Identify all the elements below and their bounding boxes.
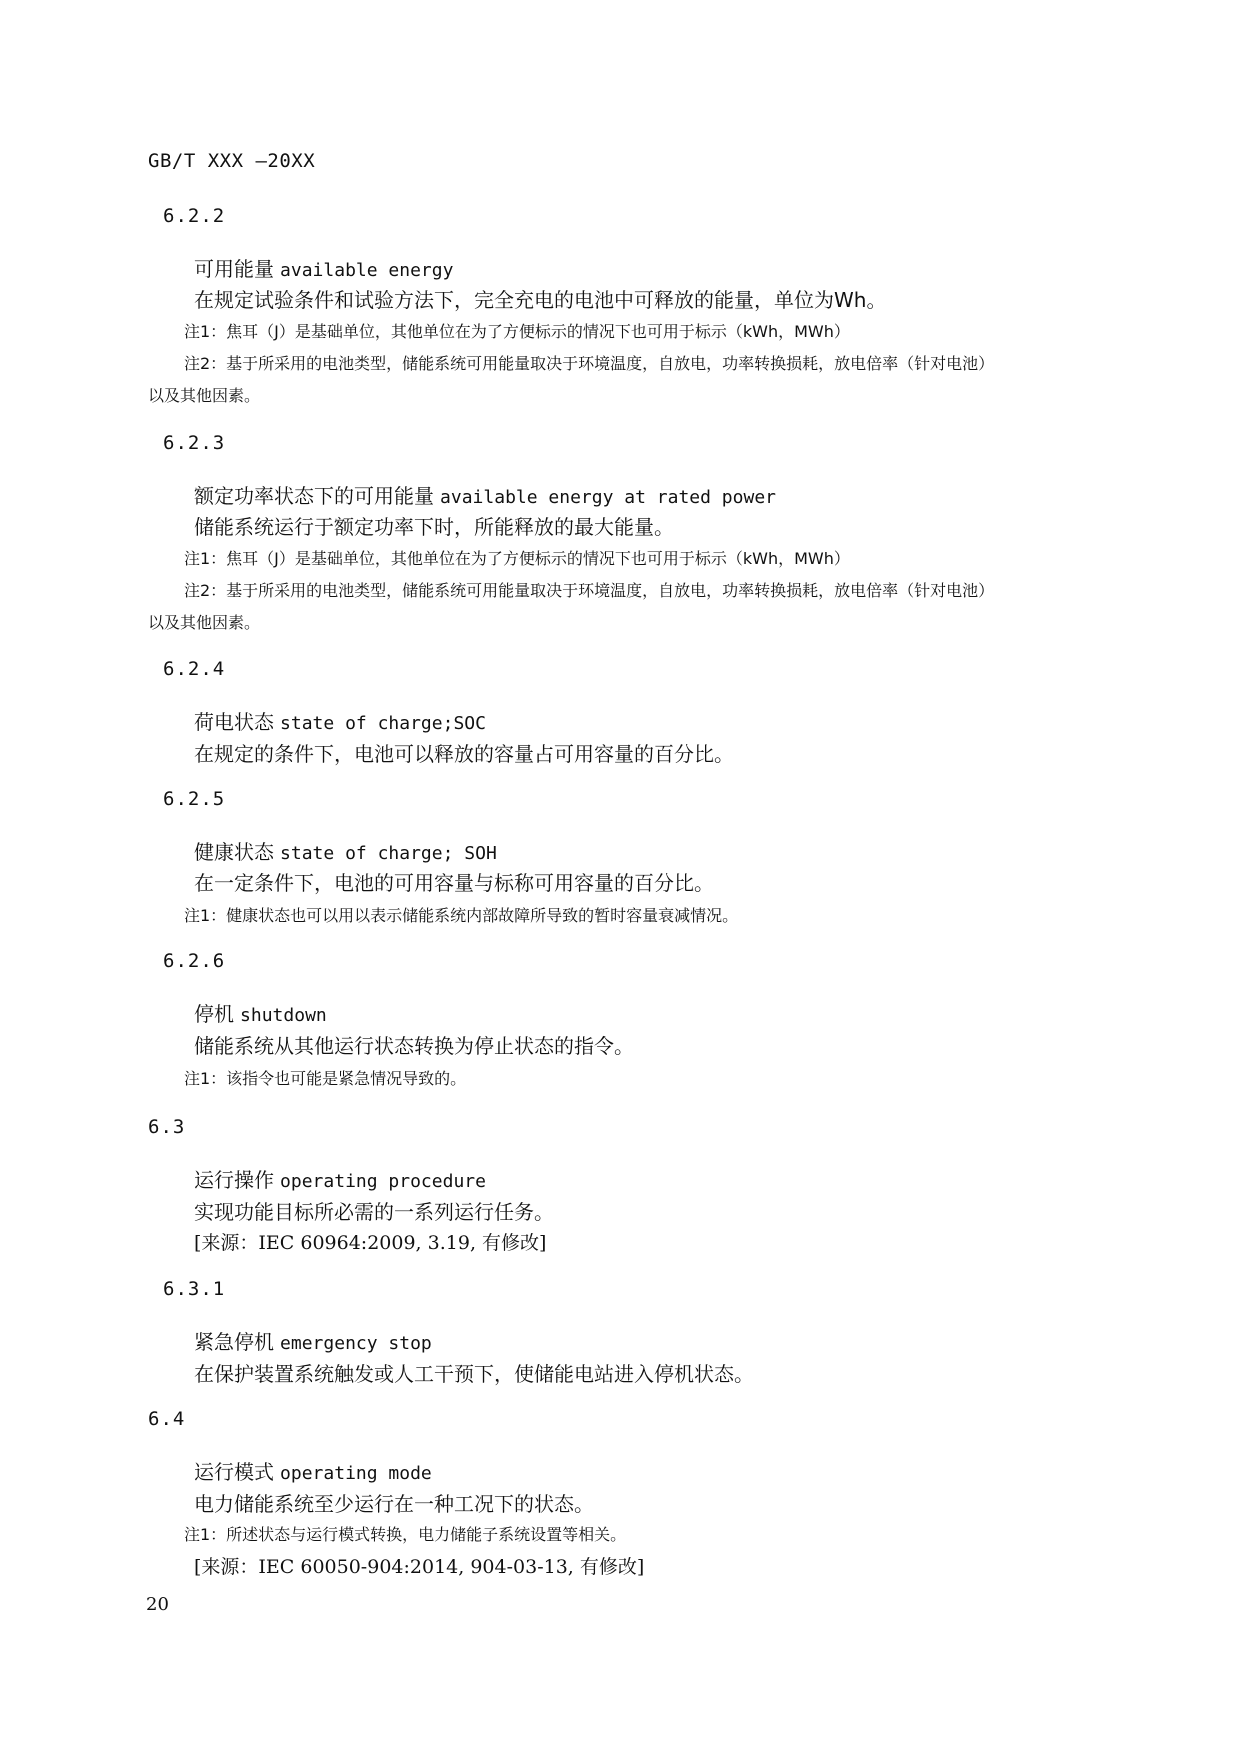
document-header: GB/T XXX —20XX [148, 150, 316, 172]
term-heading [194, 1326, 432, 1355]
term-en: emergency stop [280, 1333, 432, 1354]
term-note: 注2：基于所采用的电池类型，储能系统可用能量取决于环境温度，自放电，功率转换损耗，放电倍率（针对电池） [184, 354, 995, 373]
section-number: 6.3 [148, 1116, 186, 1138]
term-heading [194, 480, 776, 509]
term-zh: 紧急停机 [194, 1330, 274, 1354]
term-heading [194, 1164, 486, 1193]
term-definition: 在一定条件下，电池的可用容量与标称可用容量的百分比。 [194, 871, 714, 895]
term-note: 注1：焦耳（J）是基础单位，其他单位在为了方便标示的情况下也可用于标示（kWh，MWh） [184, 322, 850, 341]
term-definition: 在规定的条件下，电池可以释放的容量占可用容量的百分比。 [194, 742, 734, 766]
term-source: [来源：IEC 60964:2009, 3.19, 有修改] [194, 1232, 547, 1254]
term-note: 注2：基于所采用的电池类型，储能系统可用能量取决于环境温度，自放电，功率转换损耗，放电倍率（针对电池） [184, 581, 995, 600]
term-definition: 电力储能系统至少运行在一种工况下的状态。 [194, 1492, 594, 1516]
term-definition: 储能系统从其他运行状态转换为停止状态的指令。 [194, 1034, 634, 1058]
section-number: 6.2.6 [163, 950, 226, 972]
section-number: 6.2.4 [163, 658, 226, 680]
term-note-continued: 以及其他因素。 [148, 386, 261, 405]
term-definition: 储能系统运行于额定功率下时，所能释放的最大能量。 [194, 515, 674, 539]
section-number: 6.2.5 [163, 788, 226, 810]
term-zh: 额定功率状态下的可用能量 [194, 484, 434, 508]
term-note: 注1：所述状态与运行模式转换，电力储能子系统设置等相关。 [184, 1525, 627, 1544]
section-number: 6.3.1 [163, 1278, 226, 1300]
term-zh: 运行操作 [194, 1168, 274, 1192]
section-number: 6.4 [148, 1408, 186, 1430]
term-en: operating procedure [280, 1171, 486, 1192]
term-en: shutdown [240, 1005, 327, 1026]
term-heading [194, 253, 453, 282]
term-source: [来源：IEC 60050-904:2014, 904-03-13, 有修改] [194, 1556, 645, 1578]
term-note: 注1：该指令也可能是紧急情况导致的。 [184, 1069, 467, 1088]
section-number: 6.2.3 [163, 432, 226, 454]
term-heading [194, 998, 327, 1027]
term-definition: 实现功能目标所必需的一系列运行任务。 [194, 1200, 554, 1224]
term-note-continued: 以及其他因素。 [148, 613, 261, 632]
term-en: state of charge; SOH [280, 843, 497, 864]
term-zh: 停机 [194, 1002, 234, 1026]
term-note: 注1：健康状态也可以用以表示储能系统内部故障所导致的暂时容量衰减情况。 [184, 906, 739, 925]
term-heading [194, 1456, 432, 1485]
term-en: available energy [280, 260, 454, 281]
term-note: 注1：焦耳（J）是基础单位，其他单位在为了方便标示的情况下也可用于标示（kWh，MWh） [184, 549, 850, 568]
term-zh: 健康状态 [194, 840, 274, 864]
term-zh: 运行模式 [194, 1460, 274, 1484]
term-heading [194, 836, 497, 865]
term-definition: 在保护装置系统触发或人工干预下，使储能电站进入停机状态。 [194, 1362, 754, 1386]
term-heading [194, 706, 486, 735]
term-zh: 荷电状态 [194, 710, 274, 734]
term-en: available energy at rated power [440, 487, 776, 508]
term-definition: 在规定试验条件和试验方法下，完全充电的电池中可释放的能量，单位为Wh。 [194, 288, 887, 312]
term-en: state of charge;SOC [280, 713, 486, 734]
term-zh: 可用能量 [194, 257, 274, 281]
page-number: 20 [146, 1594, 169, 1615]
term-en: operating mode [280, 1463, 432, 1484]
section-number: 6.2.2 [163, 205, 226, 227]
